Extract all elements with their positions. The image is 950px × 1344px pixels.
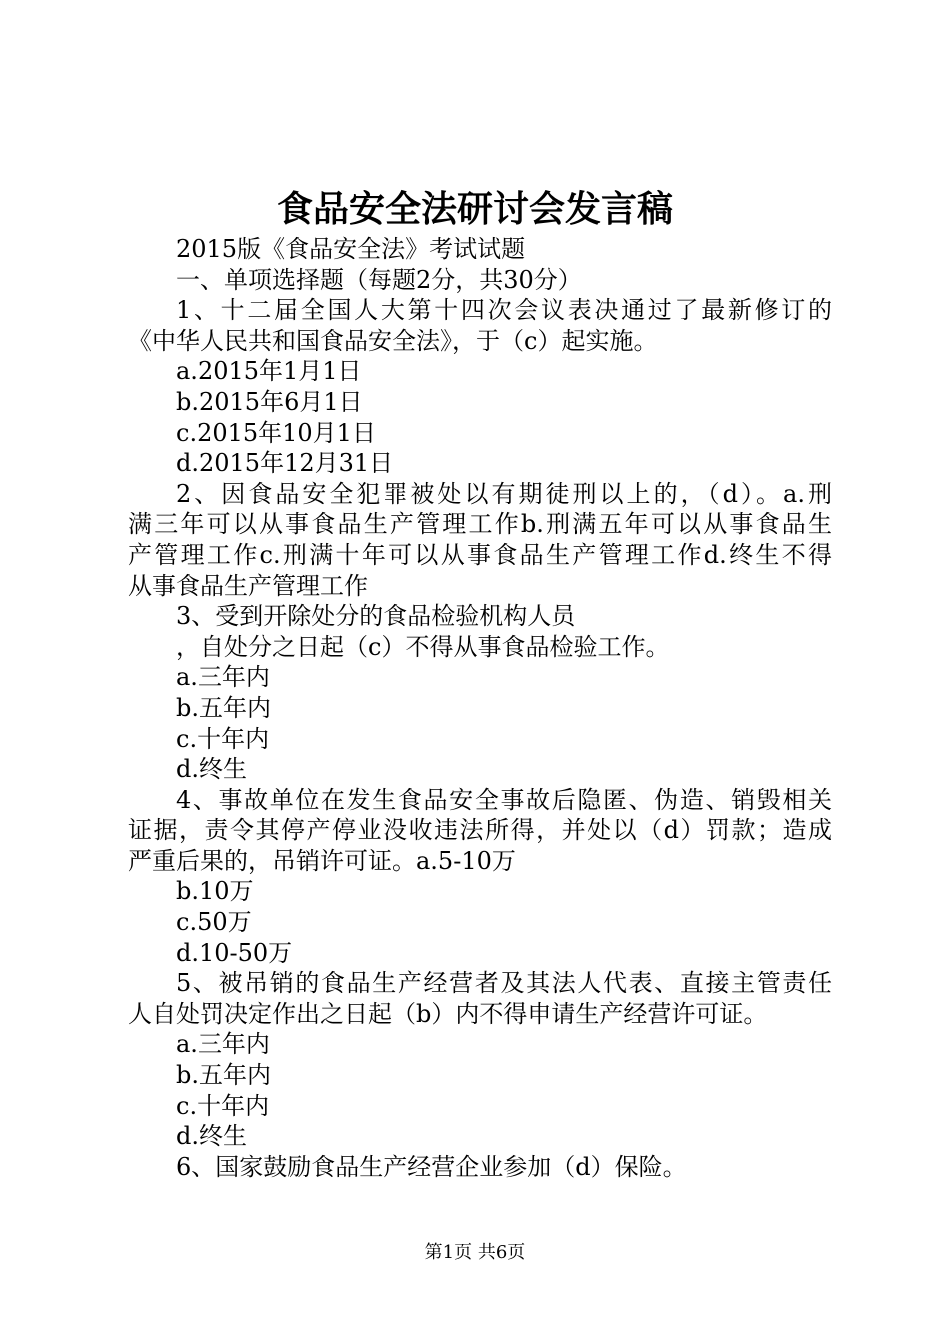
question-4-option-b: b.10万: [176, 877, 254, 906]
question-2-line-3: 产管理工作c.刑满十年可以从事食品生产管理工作d.终生不得: [128, 540, 832, 569]
question-1-option-a: a.2015年1月1日: [176, 357, 362, 386]
question-2-line-1: 2、因食品安全犯罪被处以有期徒刑以上的，（d）。a.刑: [176, 479, 832, 508]
section-heading: 一、单项选择题（每题2分，共30分）: [176, 265, 582, 294]
question-3-line-2: ，自处分之日起（c）不得从事食品检验工作。: [176, 632, 670, 661]
question-5-option-d: d.终生: [176, 1122, 247, 1151]
question-1-option-b: b.2015年6月1日: [176, 387, 363, 416]
question-4-line-3: 严重后果的，吊销许可证。a.5-10万: [128, 846, 516, 875]
question-5-option-a: a.三年内: [176, 1030, 270, 1059]
question-5-line-2: 人自处罚决定作出之日起（b）内不得申请生产经营许可证。: [128, 999, 768, 1028]
question-3-option-a: a.三年内: [176, 663, 270, 692]
question-6-line-1: 6、国家鼓励食品生产经营企业参加（d）保险。: [176, 1152, 687, 1181]
question-1-line-1: 1、十二届全国人大第十四次会议表决通过了最新修订的: [176, 296, 832, 325]
question-5-option-c: c.十年内: [176, 1091, 270, 1120]
question-1-option-d: d.2015年12月31日: [176, 449, 394, 478]
document-body: [128, 234, 832, 1182]
question-3-option-d: d.终生: [176, 755, 247, 784]
question-3-option-b: b.五年内: [176, 693, 271, 722]
question-4-option-c: c.50万: [176, 908, 252, 937]
question-5-line-1: 5、被吊销的食品生产经营者及其法人代表、直接主管责任: [176, 969, 832, 998]
question-1-option-c: c.2015年10月1日: [176, 418, 376, 447]
question-2-line-2: 满三年可以从事食品生产管理工作b.刑满五年可以从事食品生: [128, 510, 832, 539]
question-4-line-1: 4、事故单位在发生食品安全事故后隐匿、伪造、销毁相关: [176, 785, 832, 814]
question-2-line-4: 从事食品生产管理工作: [128, 571, 368, 600]
question-5-option-b: b.五年内: [176, 1061, 271, 1090]
exam-heading: 2015版《食品安全法》考试试题: [176, 235, 526, 263]
document-title: 食品安全法研讨会发言稿: [276, 188, 673, 230]
question-4-line-2: 证据，责令其停产停业没收违法所得，并处以（d）罚款；造成: [128, 816, 832, 845]
question-4-option-d: d.10-50万: [176, 938, 293, 967]
question-1-line-2: 《中华人民共和国食品安全法》，于（c）起实施。: [128, 326, 658, 355]
question-3-line-1: 3、受到开除处分的食品检验机构人员: [176, 602, 576, 631]
page-footer: 第1页 共6页: [424, 1242, 526, 1263]
question-3-option-c: c.十年内: [176, 724, 270, 753]
